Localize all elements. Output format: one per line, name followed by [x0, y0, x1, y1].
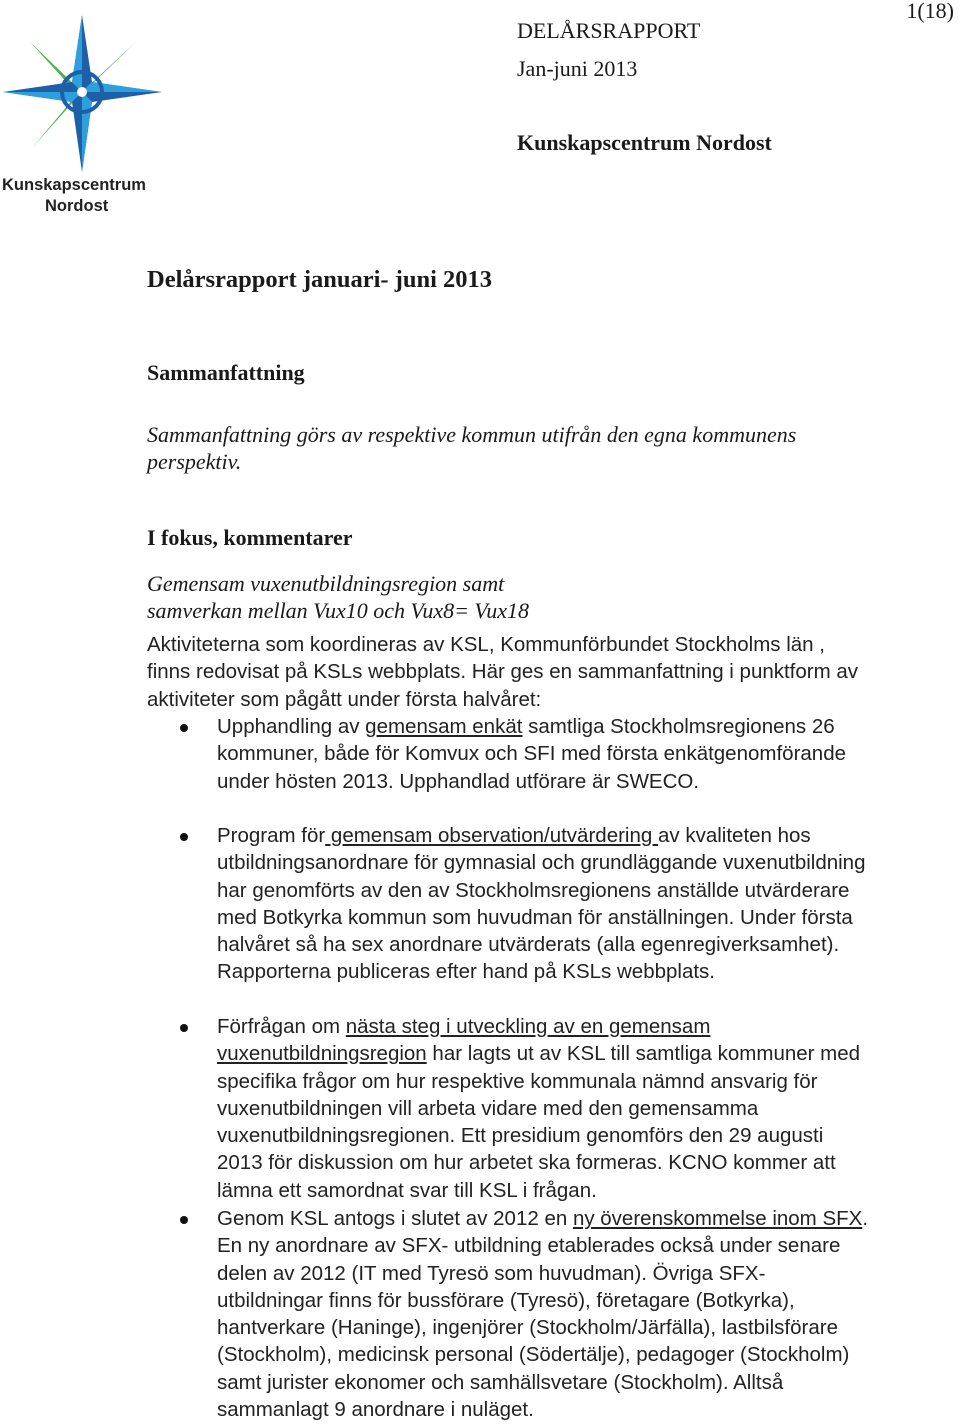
bullet-text-pre: Förfrågan om [217, 1015, 346, 1038]
focus-subheading-line-2: samverkan mellan Vux10 och Vux8= Vux18 [147, 598, 530, 623]
bullet-text-pre: Genom KSL antogs i slutet av 2012 en [217, 1207, 573, 1230]
organization-name: Kunskapscentrum Nordost [517, 130, 772, 155]
intro-paragraph: Aktiviteterna som koordineras av KSL, Kommunförbundet Stockholms län , finns redovisat på KSLs webbplats. Här ges en sammanfattning i punktform av aktiviteter som pågått under första halvåret: [147, 633, 859, 711]
bullet-link[interactable]: nästa steg i utveckling av en gemensam vuxenutbildningsregion [217, 1015, 711, 1066]
report-period: Jan-juni 2013 [517, 56, 638, 81]
bullet-link[interactable]: ny överenskommelse inom SFX [572, 1207, 863, 1230]
list-item [180, 1205, 870, 1423]
summary-text: Sammanfattning görs av respektive kommun utifrån den egna kommunens perspektiv. [147, 422, 797, 474]
focus-subheading-line-1: Gemensam vuxenutbildningsregion samt [147, 571, 505, 596]
bullet-icon [180, 724, 188, 732]
summary-heading: Sammanfattning [147, 360, 305, 385]
bullet-text-pre: Upphandling av [217, 715, 366, 738]
bullet-text-pre: Program för [217, 824, 326, 847]
bullet-text-post: av kvaliteten hos utbildningsanordnare för gymnasial och grundläggande vuxenutbildning har genomförts av den av Stockholmsregionens anställde utvärderare med Botkyrka kommun som huvudman för anställningen. Under första halvåret så ha sex anordnare utvärderats (alla egenregiverksamhet). Rapporterna publiceras efter hand på KSLs webbplats. [217, 824, 866, 984]
bullet-icon [180, 1216, 188, 1224]
bullet-link[interactable]: gemensam observation/utvärdering [325, 824, 658, 847]
bullet-icon [180, 833, 188, 841]
list-item [180, 822, 870, 986]
bullet-text-post: har lagts ut av KSL till samtliga kommuner med specifika frågor om hur respektive kommunala nämnd ansvarig för vuxenutbildningen vill arbeta vidare med den gemensamma vuxenutbildningsregionen. Ett presidium genomförs den 29 augusti 2013 för diskussion om hur arbetet ska formeras. KCNO kommer att lämna ett samordnat svar till KSL i frågan. [217, 1042, 861, 1202]
logo-line-1: Kunskapscentrum [2, 176, 146, 194]
bullet-link[interactable]: gemensam enkät [365, 715, 523, 738]
list-item [180, 713, 870, 795]
logo-wordmark [2, 175, 146, 217]
page-number: 1(18) [906, 0, 954, 23]
focus-heading: I fokus, kommentarer [147, 525, 353, 550]
bullet-icon [180, 1024, 188, 1032]
bullet-text-post: . En ny anordnare av SFX- utbildning etablerades också under senare delen av 2012 (IT med Tyresö som huvudman). Övriga SFX-utbildningar finns för bussförare (Tyresö), företagare (Botkyrka), hantverkare (Haninge), ingenjörer (Stockholm/Järfälla), lastbilsförare (Stockholm), medicinsk personal (Södertälje), pedagoger (Stockholm) samt jurister ekonomer och samhällsvetare (Stockholm). Alltså sammanlagt 9 anordnare i nuläget. [217, 1207, 869, 1422]
list-item [180, 1013, 870, 1204]
logo-line-2: Nordost [45, 197, 109, 215]
page-title: Delårsrapport januari- juni 2013 [147, 266, 493, 293]
bullet-text-post: samtliga Stockholmsregionens 26 kommuner, både för Komvux och SFI med första enkätgenomförande under hösten 2013. Upphandlad utförare är SWECO. [217, 715, 846, 793]
document-type: DELÅRSRAPPORT [517, 18, 701, 43]
